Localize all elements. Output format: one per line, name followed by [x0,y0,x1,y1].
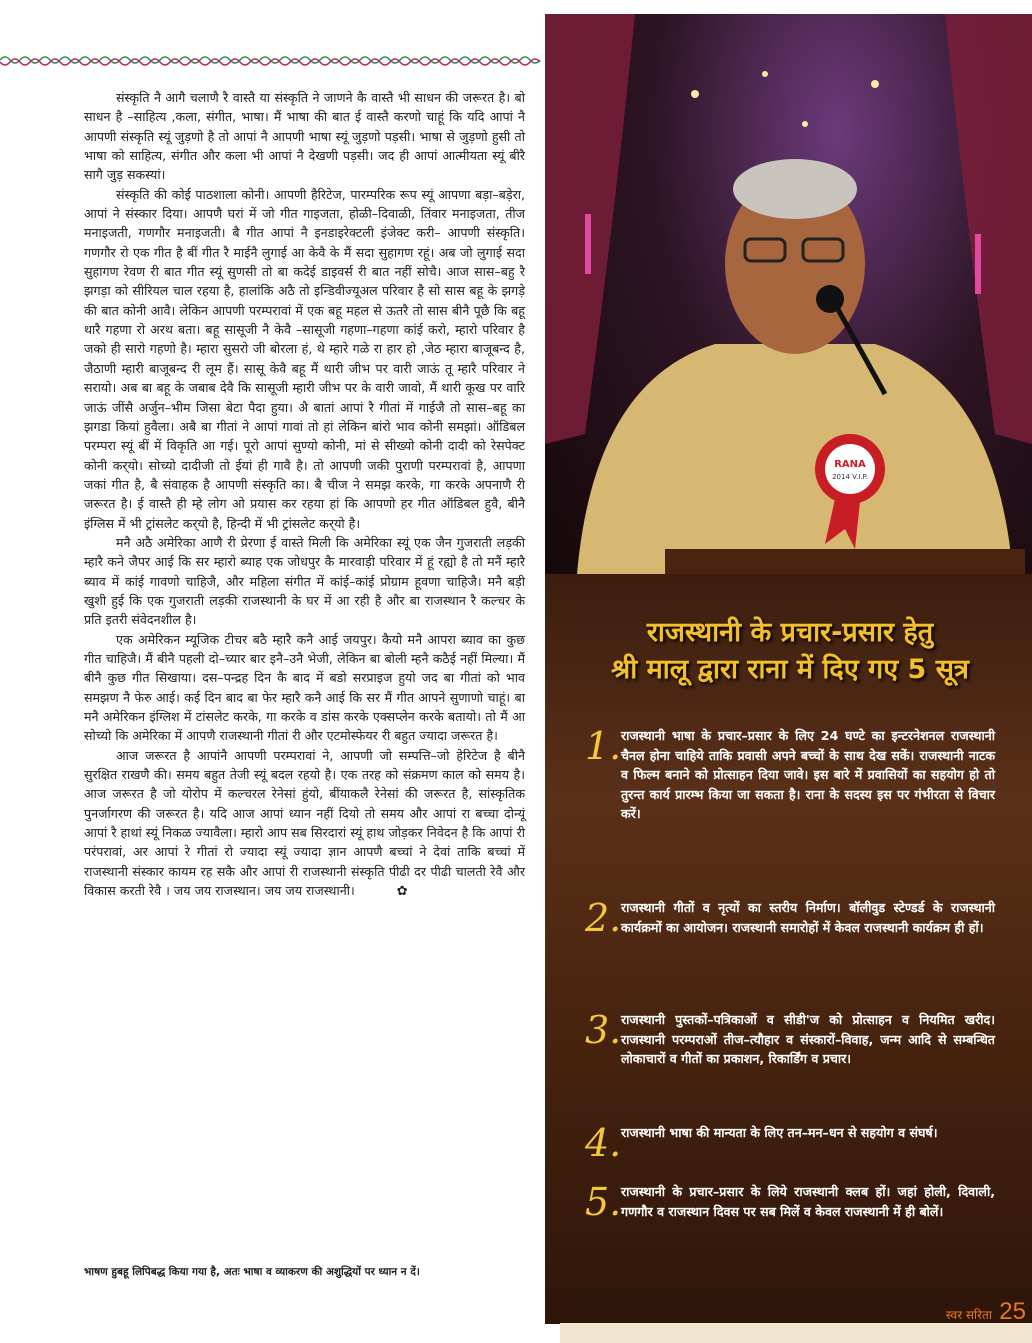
point-text: राजस्थानी गीतों व नृत्यों का स्तरीय निर्माण। बॉलीवुड स्टेण्डर्ड के राजस्थानी कार्यक्रमों का आयोजन। राजस्थानी समारोहों में केवल राजस्थानी कार्यक्रम ही हों। [621,900,995,935]
point-text: राजस्थानी के प्रचार–प्रसार के लिये राजस्थानी क्लब हों। जहां होली, दिवाली, गणगौर व राजस्थान दिवस पर सब मिलें व केवल राजस्थानी में ही बोलें। [621,1184,995,1219]
headline-line-2: श्री मालू द्वारा राना में दिए गए 5 सूत्र [611,654,969,685]
point-item [585,1123,995,1163]
point-item [585,1010,995,1069]
point-item [585,1182,995,1222]
article-paragraph-text: आज जरूरत है आपांनै आपणी परम्परावां ने, आपणी जो सम्पत्ति–जो हेरिटेज है बीनै सुरक्षित राखणै की। समय बहुत तेजी स्यूं बदल रहयो है। एक तरह को संक्रमण काल को समय है। आज जरूरत है जो योरोप में कल्चरल रेनेसां हुंयो, बींयाकलै रेनेसां की जरूरत है, सांस्कृतिक पुनर्जागरण की जरूरत है। यदि आज आपां ध्यान नहीं दियो तो समय और आपां रा बच्चा दोन्यूं आपां रै हाथां स्यूं निकळ ज्यावैला। म्हारो आप सब सिरदारां स्यूं हाथ जोड़कर निवेदन है कि आपां री परंपरावां, अर आपां रे गीतां रो ज्यादा स्यूं ज्यादा ज्ञान आपणै बच्चां ने देवां ताकि बच्चां में राजस्थानी संस्कार कायम रह सकै और आपां री राजस्थानी संस्कृति पीढी दर पीढी चालती रेवै और विकास करती रेवै । जय जय राजस्थान। जय जय राजस्थानी। [84,747,525,899]
point-text: राजस्थानी पुस्तकों–पत्रिकाओं व सीडी'ज को प्रोत्साहन व नियमित खरीद। राजस्थानी परम्पराओं तीज–त्यौहार व संस्कारों–विवाह, जन्म आदि से सम्बन्धित लोकाचारों व गीतों का प्रकाशन, रिकार्डिंग व प्रचार। [621,1012,995,1066]
badge-text: RANA [834,459,866,470]
article-paragraph [84,746,525,902]
magazine-name: स्वर सरिता [945,1308,992,1322]
point-item [585,726,995,824]
point-text: राजस्थानी भाषा की मान्यता के लिए तन–मन–धन से सहयोग व संघर्ष। [621,1125,938,1140]
point-number: 2. [585,896,622,940]
article-paragraph: संस्कृति नै आगै चलाणै रै वास्तै या संस्कृति ने जाणने कै वास्तै भी साधन की जरूरत है। बो साधन है –साहित्य ,कला, संगीत, भाषा। मैं भाषा की बात ई वास्तै करणो चाहूं कि यदि आपां नै आपणी संस्कृति स्यूं जुड़णो है तो आपां नै आपणी भाषा स्यूं जुड़णो पड़सी। भाषा से जुड़णो हुसी तो भाषा को साहित्य, संगीत और कला भी आपां नै देखणी पड़सी। जद ही आपां आत्मीयता स्यूं बीरै सागै जुड़ सकस्यां। [84,90,525,183]
sidebar-panel [545,14,1032,1324]
point-number: 4. [585,1121,622,1165]
point-number: 3. [585,1008,622,1052]
article-paragraph: मनै अठै अमेरिका आणै री प्रेरणा ई वास्ते मिली कि अमेरिका स्यूं एक जैन गुजराती लड़की म्हारै कने जैपर आई कि सर म्हारो ब्याह एक जोधपुर कै मारवाड़ी परिवार में हूं रह्यो है तो मनैं म्हारै ब्याव में कांई गावणो चाहिजै, और महिला संगीत में कांई–कांई प्रोग्राम हूवणा चाहिजै। मनै बड़ी खुशी हुई कि एक गुजराती लड़की राजस्थानी के घर में आ रही है और बा राजस्थान रै कल्चर के प्रति इतरी संवेदनशील है। [84,534,525,628]
article-paragraph: संस्कृति की कोई पाठशाला कोनी। आपणी हैरिटेज, पारम्परिक रूप स्यूं आपणा बड़ा–बड़ेरा, आपां ने संस्कार दिया। आपणै घरां में जो गीत गाइजता, होळी–दिवाळी, तिंवार मनाइजता, तीज मनाइजती, गणगौर मनाइजती। बै गीत आपां नै इनडाइरेक्टली इंजेक्ट करी– आपणी संस्कृति। गणगौर रो एक गीत है बीं गीत रै माईनै लुगाई आ केवै के मैं सदा सुहागण रहूं। अब जो लुगाई सदा सुहागण रेवण री बात गीत स्यूं सुणसी तो बा कदेई डाइवर्स री बात नहीं सोचै। आज सास–बहु रै झगड़ा को सीरियल चाल रहया है, हालांकि अठै तो इन्डिवीज्यूअल परिवार है सो सास बहू के झगड़े की बात कोनी आवै। लेकिन आपणी परम्परावां में एक बहू महल से ऊतरै तो सास बीनै पूछै कि बहू थारै गहणा रो अरथ बता। बहू सासूजी नै केवै –सासूजी गहणा–गहणा कांई करो, म्हारो परिवार है जको ही सारो गहणो है। म्हारा सुसरो जी बोरला हं, थे म्हारे गळे रा हार हो ,जेठ म्हारा बाजूबन्द है, जैठाणी म्हारी बाजूबन्द री लूम हैं। सासू केवै बहू मैं थारी जीभ पर वारी जाऊं तू म्हारै परिवार ने सरायो। अब बा बहू के जबाब देवै कि सासूजी म्हारी जीभ पर के वारी जावो, मैं थारी कूख पर वारि जाऊं जींसै अर्जुन–भीम जिसा बेटा पैदा हुया। अै बातां आपां रै गीतां में गाईजै तो सास–बहू का झगडा कियां हुवैला। अबै बा गीतां ने आपां गावां तो हां लेकिन बांरो भाव कोनी समझां। ऑडिबल परम्परा स्यूं बीं में विकृति आ गई। पूरो आपां सुण्यो कोनी, मां से सीख्यो कोनी दादी को रेसपेक्ट कोनी कर्‌यो। सोच्यो दादीजी तो ईयां ही गावै है। तो आपणी जकी पुराणी परम्परावां है, आपणा जकां गीत है, बै संवाहक है आपणी संस्कृति का। बै चीज ने समझ करके, गा करके अपनाणै री जरूरत है। ई वास्तै ही म्हे लोग ओ प्रयास कर रहया हां कि आपणो हर गीत ऑडिबल हुवै, बीनै इंग्लिस में भी ट्रांसलेट कर्‌यो है, हिन्दी में भी ट्रांसलेट कर्‌यो है। [84,186,525,531]
point-item [585,898,995,938]
speaker-illustration [545,14,1032,604]
article-paragraph: एक अमेरिकन म्यूजिक टीचर बठै म्हारै कनै आई जयपुर। कैयो मनै आपरा ब्याव का कुछ गीत चाहिजै। मैं बीनै पहली दो–च्यार बार इनै–उनै भेजी, लेकिन बा बोली म्हनै कठैई नहीं मिल्या। मैं बीनै कुछ गीत सिखाया। दस–पन्द्रह दिन कै बाद में बडो सरप्राइज हुयो जद बा गीतां को भाव समझण नै फेरु आई। कई दिन बाद बा फेर म्हारै कनै आई कि सर मैं गीत आपने सुणाणो चाहूं। बा मनै अमेरिकन इंग्लिश में टांसलेट करके, गा करके व डांस करके एक्सप्लेन करके बतायो। तो मैं आ सोच्यो कि अमेरिका में आपणै राजस्थानी गीतां री और एटमोस्फेयर री बहुत ज्यादा जरूरत है। [84,631,525,744]
footer-bar [560,1323,1032,1343]
point-number: 5. [585,1180,622,1224]
point-number: 1. [585,724,622,768]
point-text: राजस्थानी भाषा के प्रचार–प्रसार के लिए 24 घण्टे का इन्टरनेशनल राजस्थानी चैनल होना चाहिये ताकि प्रवासी अपने बच्चों के साथ देख सकें। राजस्थानी नाटक व फिल्म बनाने को प्रोत्साहन दिया जावे। इस बारे में प्रवासियों का सहयोग हो तो तुरन्त कार्य प्रारम्भ किया जा सकता है। राना के सदस्य इस पर गंभीरता से विचार करें। [621,728,995,821]
svg-text:2014 V.I.P.: 2014 V.I.P. [832,473,868,481]
page-number: 25 [999,1298,1026,1325]
sidebar-headline [565,614,1015,688]
speaker-photo [545,14,1032,604]
headline-line-1: राजस्थानी के प्रचार-प्रसार हेतु [646,617,934,648]
transcription-note: भाषण हुबहू लिपिबद्ध किया गया है, अतः भाषा व व्याकरण की अशुद्धियों पर ध्यान न दें। [84,1266,420,1278]
decorative-border [0,52,545,68]
end-mark-icon: ✿ [396,884,408,900]
article-body [84,88,525,901]
